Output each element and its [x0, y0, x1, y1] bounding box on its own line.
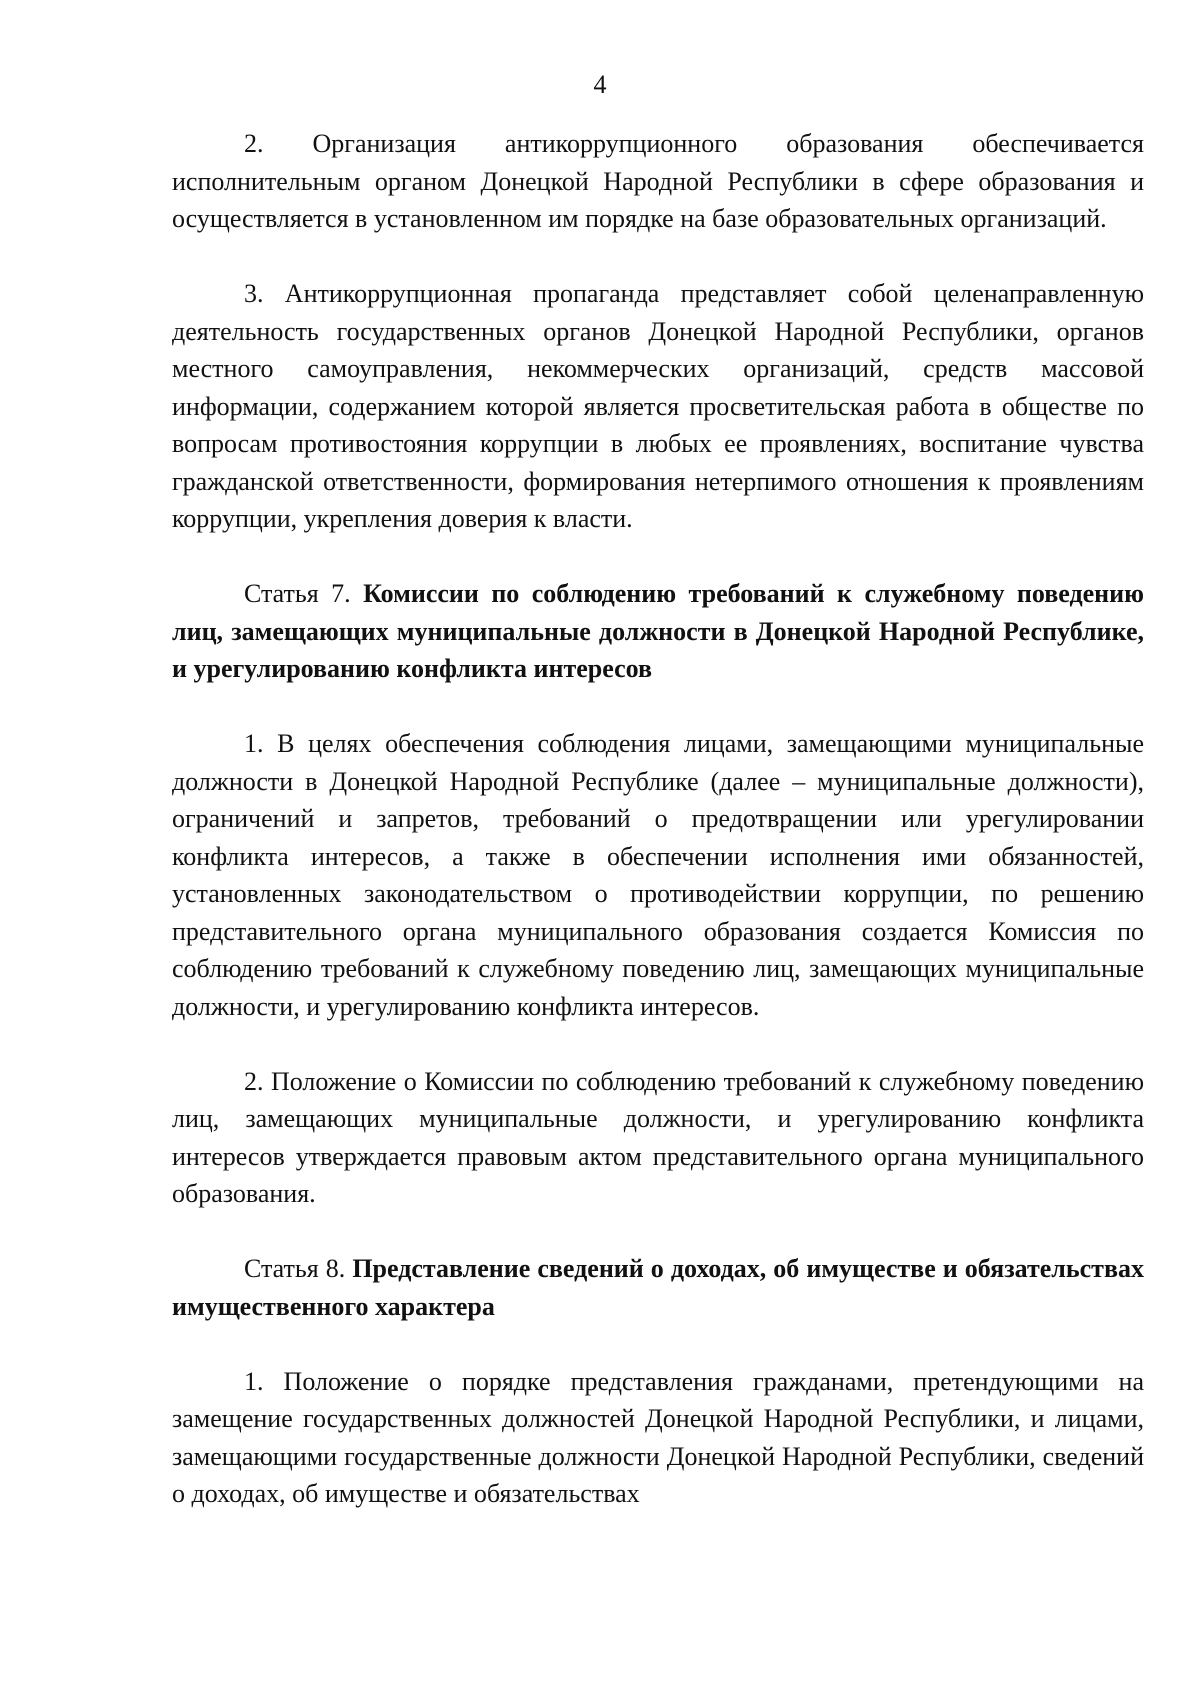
- paragraph-article7-part2: 2. Положение о Комиссии по соблюдению требований к служебному поведению лиц, замещающих муниципальные должности, и урегулированию конфликта интересов утверждается правовым актом представительного органа муниципального образования.: [172, 1066, 1144, 1208]
- document-body: [172, 125, 1144, 1513]
- article8-prefix: Статья 8.: [244, 1254, 353, 1283]
- paragraph-article7-part1: 1. В целях обеспечения соблюдения лицами, замещающими муниципальные должности в Донецкой Народной Республике (далее – муниципальные должности), ограничений и запретов, требований о предотвращении или урегулировании конфликта интересов, а также в обеспечении исполнения ими обязанностей, установленных законодательством о противодействии коррупции, по решению представительного органа муниципального образования создается Комиссия по соблюдению требований к служебному поведению лиц, замещающих муниципальные должности, и урегулированию конфликта интересов.: [172, 729, 1144, 1021]
- paragraph-article6-part2: 2. Организация антикоррупционного образования обеспечивается исполнительным органом Донецкой Народной Республики в сфере образования и осуществляется в установленном им порядке на базе образовательных организаций.: [172, 129, 1144, 233]
- article8-title: Представление сведений о доходах, об имуществе и обязательствах имущественного характера: [172, 1254, 1144, 1321]
- article7-prefix: Статья 7.: [244, 579, 364, 608]
- article7-title: Комиссии по соблюдению требований к служебному поведению лиц, замещающих муниципальные должности в Донецкой Народной Республике, и урегулированию конфликта интересов: [172, 579, 1145, 683]
- paragraph-article6-part3: 3. Антикоррупционная пропаганда представляет собой целенаправленную деятельность государственных органов Донецкой Народной Республики, органов местного самоуправления, некоммерческих организаций, средств массовой информации, содержанием которой является просветительская работа в обществе по вопросам противостояния коррупции в любых ее проявлениях, воспитание чувства гражданской ответственности, формирования нетерпимого отношения к проявлениям коррупции, укрепления доверия к власти.: [172, 279, 1144, 533]
- article7-heading: [172, 575, 1144, 688]
- paragraph-article8-part1: 1. Положение о порядке представления гражданами, претендующими на замещение государственных должностей Донецкой Народной Республики, и лицами, замещающими государственные должности Донецкой Народной Республики, сведений о доходах, об имуществе и обязательствах: [172, 1366, 1144, 1508]
- page-number: 4: [593, 70, 607, 99]
- article8-heading: [172, 1250, 1144, 1325]
